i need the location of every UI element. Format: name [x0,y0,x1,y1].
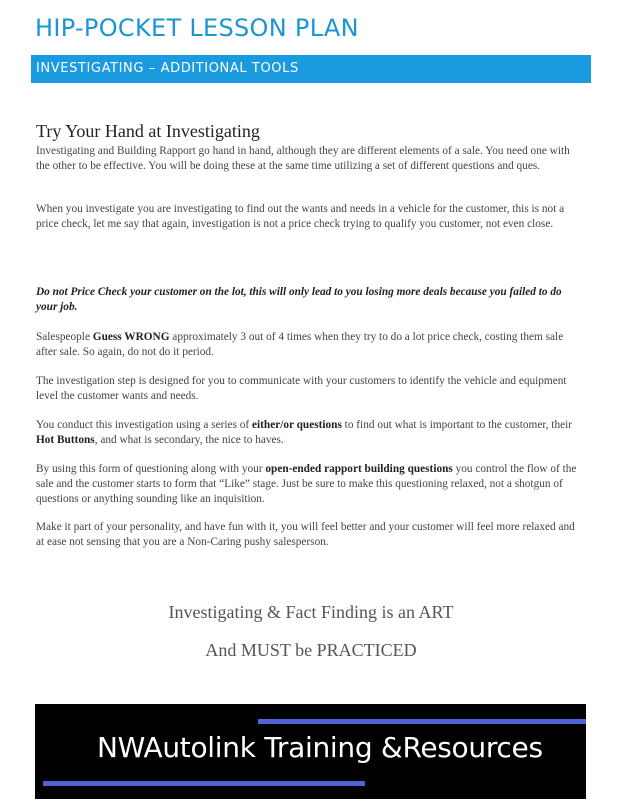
closing-line-art: Investigating & Fact Finding is an ART [168,602,454,622]
brand-banner [35,704,586,799]
paragraph-warning: Do not Price Check your customer on the lot, this will only lead to you losing more deals because you failed to do your job. [36,286,562,313]
paragraph-guess-wrong: Salespeople Guess WRONG approximately 3 out of 4 times when they try to do a lot price check, costing them sale after sale. So again, do not do it period. [36,331,564,358]
section-header-bar [31,55,591,83]
paragraph-rapport: Investigating and Building Rapport go hand in hand, although they are different elements of a sale. You need one with the other to be effective. You will be doing these at the same time utilizing a set of different questions and ques. [36,145,570,172]
paragraph-open-ended: By using this form of questioning along with your open-ended rapport building questions you control the flow of the sale and the customer starts to form that “Like” stage. Just be sure to make this questioning relaxed, not a shotgun of questions or anything sounding like an inquisition. [36,463,577,505]
paragraph-personality: Make it part of your personality, and have fun with it, you will feel better and your customer will feel more relaxed and at ease not sensing that you are a Non-Caring pushy salesperson. [36,521,575,548]
banner-logo-text: NWAutolink Training &Resources [97,731,543,764]
paragraph-investigation-step: The investigation step is designed for you to communicate with your customers to identify the vehicle and equipment level the customer wants and needs. [36,375,567,402]
lesson-heading: Try Your Hand at Investigating [36,121,260,141]
paragraph-investigate: When you investigate you are investigating to find out the wants and needs in a vehicle for the customer, this is not a price check, let me say that again, investigation is not a price check trying to qualify you customer, not even close. [36,203,565,230]
banner-stripe-top [258,719,586,724]
paragraph-either-or: You conduct this investigation using a series of either/or questions to find out what is important to the customer, their Hot Buttons, and what is secondary, the nice to haves. [36,419,573,446]
banner-stripe-bottom [43,781,365,786]
section-header-label: INVESTIGATING – ADDITIONAL TOOLS [36,61,299,76]
document-title: HIP-POCKET LESSON PLAN [35,14,359,42]
closing-line-practiced: And MUST be PRACTICED [205,640,417,660]
